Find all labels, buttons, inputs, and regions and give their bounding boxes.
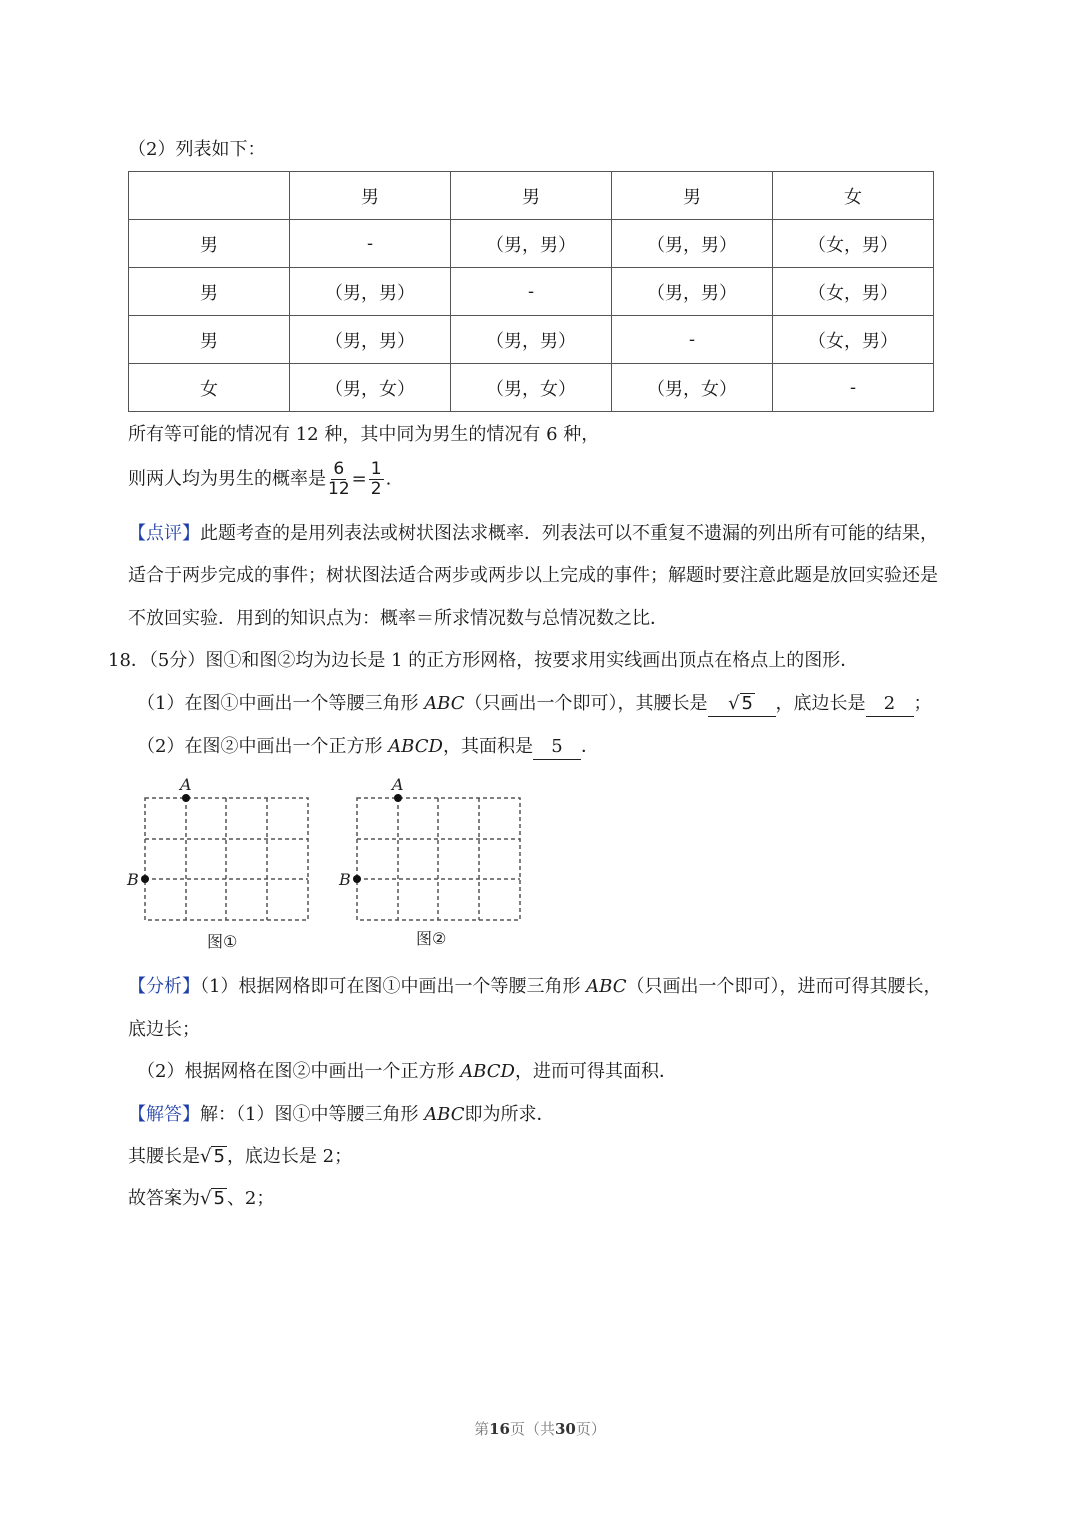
sub1-text-b: （只画出一个即可），其腰长是	[464, 693, 708, 714]
table-cell: （女，男）	[773, 268, 934, 316]
label-a: A	[180, 775, 192, 794]
table-cell: （男，男）	[451, 316, 612, 364]
sub1-text-a: （1）在图①中画出一个等腰三角形	[137, 693, 425, 714]
grid-border	[357, 798, 520, 920]
triangle-name: ABC	[424, 693, 465, 714]
table-cell: （男，男）	[290, 316, 451, 364]
radical-sign: √	[200, 1146, 212, 1167]
solution-text-f: 、2；	[226, 1188, 275, 1209]
base-length-answer: 2	[866, 692, 914, 717]
radicand: 5	[213, 1146, 225, 1167]
table-cell: 男	[129, 268, 290, 316]
radical-sign: √	[728, 693, 740, 714]
dashed-grid	[145, 798, 308, 920]
point-a	[394, 794, 402, 802]
solution-tag: 【解答】	[128, 1104, 200, 1125]
sqrt-five	[728, 692, 755, 716]
dashed-grid	[357, 798, 520, 920]
table-cell: 男	[129, 220, 290, 268]
square-name: ABCD	[460, 1061, 515, 1082]
sub2-text-a: （2）在图②中画出一个正方形	[137, 736, 389, 757]
analysis-text-c: （2）根据网格在图②中画出一个正方形	[137, 1061, 461, 1082]
table-cell: -	[773, 364, 934, 412]
point-a	[182, 794, 190, 802]
solution-text-e: 故答案为	[128, 1188, 200, 1209]
table-row	[129, 364, 934, 412]
analysis-text-d: ，进而可得其面积．	[514, 1061, 677, 1082]
analysis-text-a: （1）根据网格即可在图①中画出一个等腰三角形	[200, 976, 587, 997]
sub1-text-d: ；	[913, 693, 932, 714]
analysis-line-2: 底边长；	[128, 1019, 200, 1040]
table-cell: （男，男）	[612, 268, 773, 316]
radical-sign: √	[200, 1188, 212, 1209]
table-cell: （男，男）	[612, 220, 773, 268]
review-tag: 【点评】	[128, 523, 200, 544]
point-b	[353, 875, 361, 883]
table-cell: 男	[612, 172, 773, 220]
fraction-numerator: 6	[333, 459, 345, 479]
analysis-tag: 【分析】	[128, 976, 200, 997]
table-cell: -	[290, 220, 451, 268]
table-cell: （男，女）	[612, 364, 773, 412]
label-b: B	[339, 870, 351, 889]
fraction-one-half	[369, 460, 384, 499]
all-cases-text: 所有等可能的情况有 12 种，其中同为男生的情况有 6 种，	[128, 424, 600, 445]
table-row	[129, 220, 934, 268]
table-cell: 男	[129, 316, 290, 364]
leg-length-answer	[708, 692, 776, 717]
review-line-2: 适合于两步完成的事件；树状图法适合两步或两步以上完成的事件；解题时要注意此题是放回实验还是	[128, 565, 938, 586]
table-cell: 女	[773, 172, 934, 220]
solution-text-a: 解：（1）图①中等腰三角形	[200, 1104, 425, 1125]
fraction-denominator: 12	[328, 479, 350, 499]
review-text-1: 此题考查的是用列表法或树状图法求概率．列表法可以不重复不遗漏的列出所有可能的结果，	[200, 523, 938, 544]
analysis-line-1	[128, 973, 942, 1001]
table-cell: 男	[451, 172, 612, 220]
solution-text-d: ，底边长是 2；	[226, 1146, 353, 1167]
table-cell	[129, 172, 290, 220]
table-cell: （男，男）	[451, 220, 612, 268]
equals-sign: =	[351, 468, 367, 490]
footer-text: 页）	[575, 1420, 606, 1438]
area-answer: 5	[533, 735, 581, 760]
page-footer	[0, 1418, 1080, 1439]
grid-border	[145, 798, 308, 920]
label-b: B	[127, 870, 139, 889]
sub2-text-b: ，其面积是	[442, 736, 533, 757]
table-cell: （女，男）	[773, 220, 934, 268]
total-pages: 30	[555, 1420, 576, 1438]
table-row	[129, 316, 934, 364]
table-cell: （男，男）	[290, 268, 451, 316]
review-line-1	[128, 520, 938, 548]
solution-line-3	[128, 1185, 274, 1213]
solution-text-b: 即为所求．	[464, 1104, 555, 1125]
point-b	[141, 875, 149, 883]
square-name: ABCD	[388, 736, 443, 757]
sub2-text-c: ．	[580, 736, 599, 757]
solution-line-1	[128, 1101, 555, 1129]
figure-caption: 图①	[207, 932, 238, 951]
table-cell: -	[451, 268, 612, 316]
analysis-text-b: （只画出一个即可），进而可得其腰长，	[626, 976, 942, 997]
question-18-stem	[108, 647, 858, 675]
probability-suffix: .	[385, 468, 392, 490]
fraction-numerator: 1	[370, 459, 382, 479]
table-cell: （男，女）	[290, 364, 451, 412]
footer-text: 页（共	[509, 1420, 555, 1438]
sqrt-five	[200, 1143, 227, 1171]
review-line-3: 不放回实验．用到的知识点为：概率＝所求情况数与总情况数之比．	[128, 608, 668, 629]
fraction-six-twelve	[328, 460, 350, 499]
table-row	[129, 268, 934, 316]
part2-heading: （2）列表如下：	[128, 139, 266, 160]
analysis-line-3	[137, 1058, 677, 1086]
grid-figure-2	[336, 772, 536, 954]
fraction-denominator: 2	[370, 479, 382, 499]
radicand: 5	[741, 693, 753, 714]
label-a: A	[392, 775, 404, 794]
table-cell: （男，女）	[451, 364, 612, 412]
footer-text: 第	[474, 1420, 490, 1438]
triangle-name: ABC	[586, 976, 627, 997]
question-18-part-1	[137, 690, 932, 718]
probability-line	[128, 460, 391, 499]
figure-caption: 图②	[416, 929, 447, 948]
grid-figure-1	[124, 772, 324, 954]
question-number: 18．	[108, 650, 149, 671]
table-header-row	[129, 172, 934, 220]
sqrt-five	[200, 1185, 227, 1213]
table-cell: 男	[290, 172, 451, 220]
triangle-name: ABC	[424, 1104, 465, 1125]
table-cell: -	[612, 316, 773, 364]
outcome-table	[128, 171, 934, 412]
question-stem: （5分）图①和图②均为边长是 1 的正方形网格，按要求用实线画出顶点在格点上的图形．	[148, 650, 859, 671]
table-cell: 女	[129, 364, 290, 412]
question-18-part-2	[137, 733, 599, 761]
solution-text-c: 其腰长是	[128, 1146, 200, 1167]
probability-prefix: 则两人均为男生的概率是	[128, 468, 326, 490]
sub1-text-c: ，底边长是	[775, 693, 866, 714]
solution-line-2	[128, 1143, 352, 1171]
page-number: 16	[489, 1420, 510, 1438]
table-cell: （女，男）	[773, 316, 934, 364]
radicand: 5	[213, 1188, 225, 1209]
